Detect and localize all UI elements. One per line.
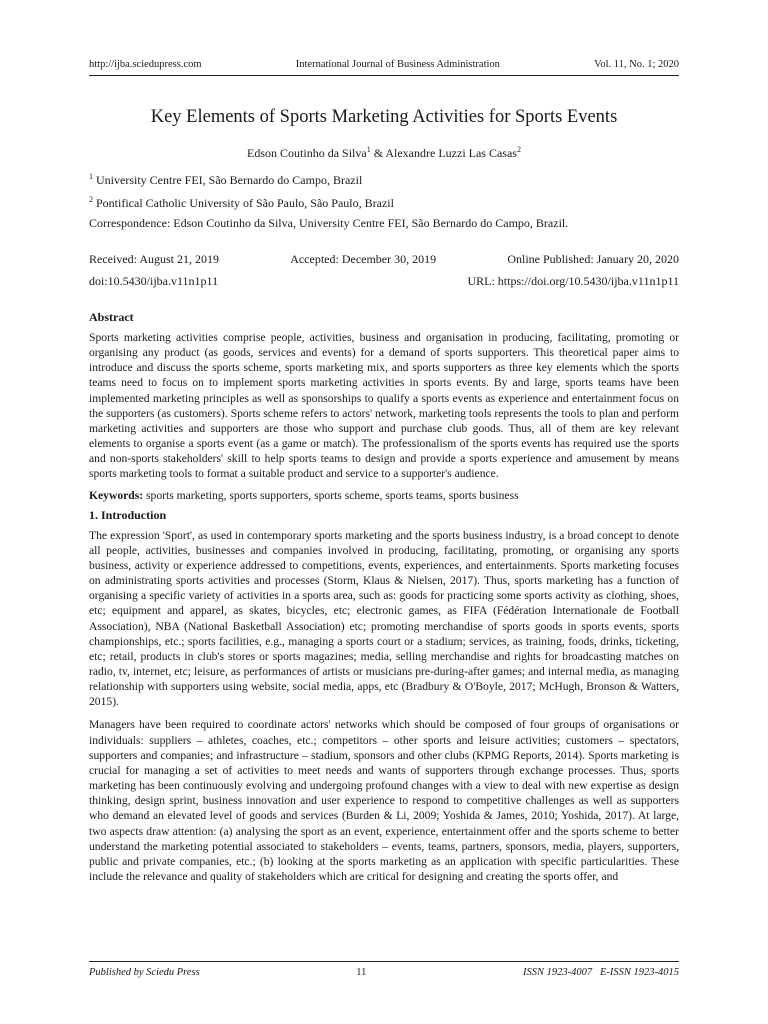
affiliation-2 [89,192,679,211]
header-rule [89,75,679,76]
author-1: Edson Coutinho da Silva [247,146,367,160]
affiliation-1 [89,169,679,188]
abstract-text: Sports marketing activities comprise people, activities, business and organisation in producing, facilitating, promoting or organising any product (as goods, services and events) for a demand of sports supporters. This theoretical paper aims to introduce and discuss the sports scheme, sports marketing mix, and sports supporters as three key elements which the sports teams need to focus on to implement sports marketing activities in sports events. By and large, sports teams have been implemented marketing principles as well as sponsorships to qualify a sports events as experience and entertainment focus on the supporters (as customers). Sports scheme refers to actors' network, marketing tools represents the tools to plan and perform marketing activities and supporters are those who support and purchase club goods. Thus, all of them are key relevant elements to organise a sports event (as a game or match). The professionalism of the sports events has required use the sports and non-sports stakeholders' skill to help sports teams to design and provide a sports experience and amusement by means sports marketing tools to format a suitable product and service to a supporter's audience. [89,331,679,481]
received-date: Received: August 21, 2019 [89,252,219,266]
intro-paragraph-2: Managers have been required to coordinate actors' networks which should be composed of four groups of organisations or individuals: suppliers – athletes, coaches, etc.; competitors – other sports and leisure activities; customers – spectators, supporters and companies; and infrastructure – stadium, sponsors and other clubs (KPMG Reports, 2014). Sports marketing is crucial for managing a set of activities to meet needs and wants of supporters through exchange processes. Thus, sports marketing has been continuously evolving and undergoing profound changes with a view to deal with new expertise as design thinking, design sprint, business innovation and user experience to respond to competitive challenges as well as supporters who demand an elevated level of goods and services (Burden & Li, 2009; Yoshida & James, 2010; Yoshida, 2017). At large, two aspects draw attention: (a) analysing the sport as an event, experience, entertainment offer and the sports scheme to better understand the marketing potential associated to stakeholders – events, teams, partners, sponsors, media, players, supporters, public and private companies, etc.; (b) looking at the sports marketing as an application with specific particularities. These include the relevance and quality of stakeholders which are critical for designing and creating the sports offer, and [89,718,679,883]
intro-paragraph-1: The expression 'Sport', as used in contemporary sports marketing and the sports business industry, is a broad concept to denote all people, activities, businesses and companies involved in producing, facilitating, promoting, or organising any sports business, activity or experience addressed to competitions, events, experiences, and entertainments. Sports marketing focuses on administrating sports activities and processes (Storm, Klaus & Nielsen, 2017). Thus, sports marketing has a function of organising a specific variety of activities in a sports area, such as: goods for practicing some sports activity as clothing, shoes, etc; equipment and apparel, as skates, bicycles, etc; electronic games, as FIFA (Fédération Internationale de Football Association), NBA (National Basketball Association) etc; promoting merchandise of sports goods in sports events, sports championships, etc.; sports facilities, e.g., managing a sports court or a stadium; services, as training, foods, drinks, ticketing, etc; retail, products in club's stores or sports magazines; media, selling merchandise and rights for broadcasting matches on radio, tv, internet, etc; leisure, as performances of artists or musicians pre-during-after games; and internal media, as managing relationship with supporters using website, social media, apps, etc (Bradbury & O'Boyle, 2017; McHugh, Bronson & Watters, 2015). [89,528,679,709]
aff-1-sup: 1 [89,172,93,181]
article-title: Key Elements of Sports Marketing Activities for Sports Events [150,107,618,127]
volume-info: Vol. 11, No. 1; 2020 [594,59,679,70]
publisher: Published by Sciedu Press [89,967,200,978]
keywords [89,488,679,503]
aff-2-sup: 2 [89,195,93,204]
doi-url[interactable]: URL: https://doi.org/10.5430/ijba.v11n1p11 [467,274,679,288]
issn: ISSN 1923-4007 E-ISSN 1923-4015 [522,967,679,978]
identifiers [89,273,679,289]
journal-url[interactable]: http://ijba.sciedupress.com [89,59,202,70]
running-footer [89,966,679,980]
author-2-sup: 2 [516,145,521,154]
journal-name: International Journal of Business Administration [295,59,500,70]
author-separator: & [370,146,386,160]
published-date: Online Published: January 20, 2020 [507,252,679,266]
footer-rule [89,961,679,962]
author-line [89,142,679,161]
article-body [89,104,679,884]
publication-dates [89,251,679,267]
keywords-list: sports marketing, sports supporters, sports scheme, sports teams, sports business [143,488,519,502]
aff-1-text: University Centre FEI, São Bernardo do Campo, Brazil [93,173,363,187]
running-header [89,58,679,72]
correspondence: Correspondence: Edson Coutinho da Silva, University Centre FEI, São Bernardo do Campo, Brazil. [89,216,569,230]
author-2: Alexandre Luzzi Las Casas [385,146,517,160]
keywords-label: Keywords: [89,488,144,502]
abstract-heading: Abstract [89,310,134,324]
doi: doi:10.5430/ijba.v11n1p11 [89,274,219,288]
accepted-date: Accepted: December 30, 2019 [290,252,437,266]
author-1-sup: 1 [366,145,371,154]
introduction-heading: 1. Introduction [89,507,167,522]
page-number: 11 [356,967,367,978]
aff-2-text: Pontifical Catholic University of São Paulo, São Paulo, Brazil [93,196,394,210]
